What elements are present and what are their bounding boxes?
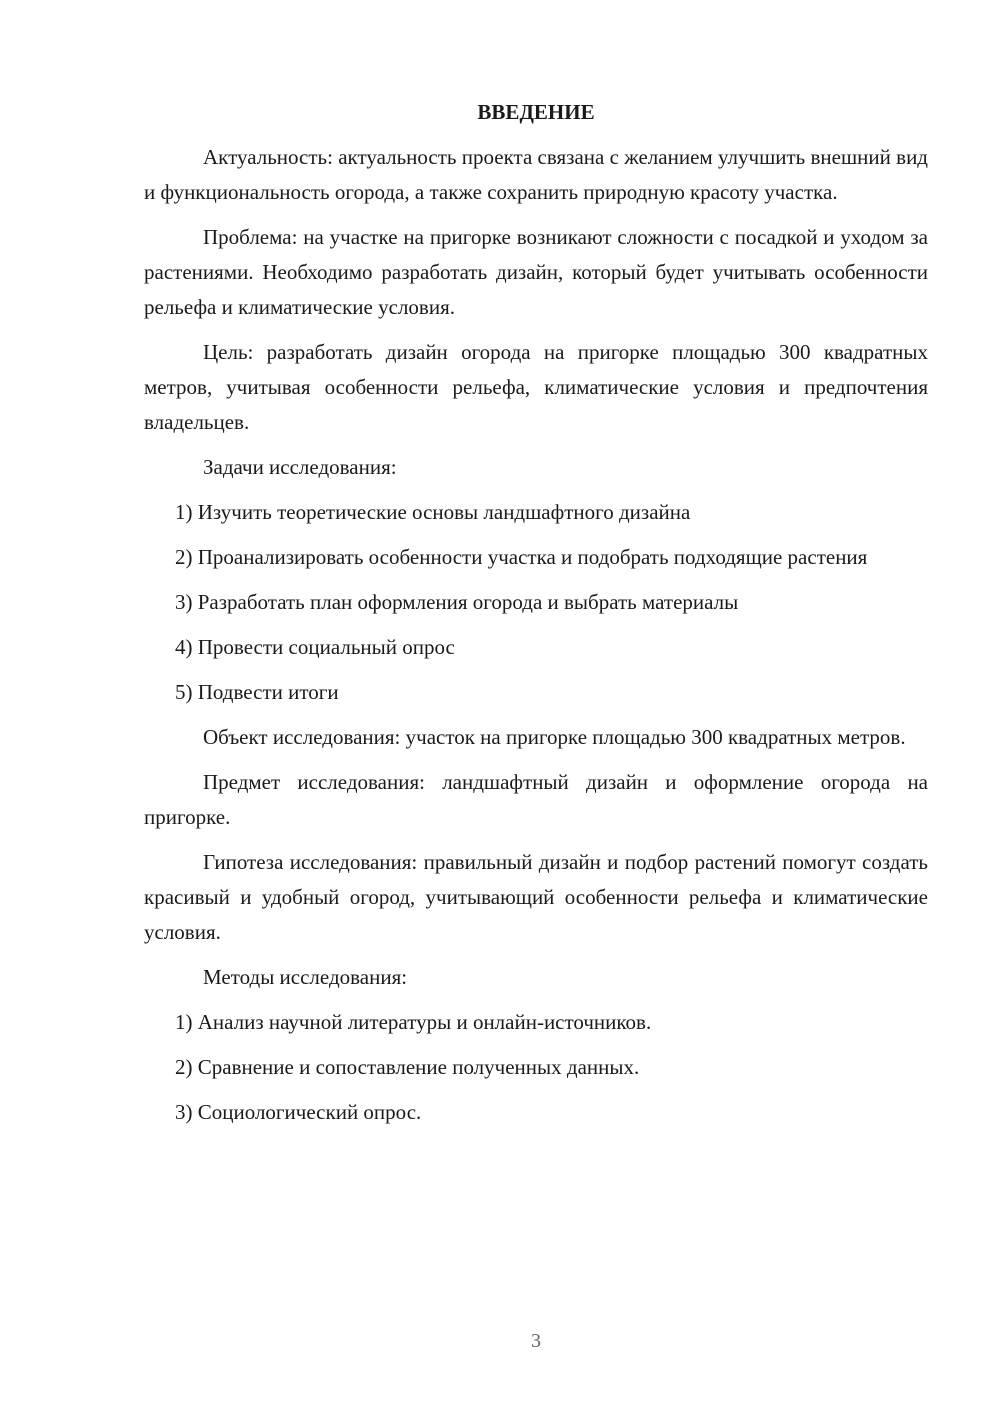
task-item: 5) Подвести итоги [175, 680, 339, 704]
goal-paragraph: Цель: разработать дизайн огорода на пригорке площадью 300 квадратных метров, учитывая особенности рельефа, климатические условия и предпочтения владельцев. [144, 340, 928, 434]
methods-heading: Методы исследования: [203, 965, 408, 989]
method-item: 3) Социологический опрос. [175, 1100, 422, 1124]
page-title: ВВЕДЕНИЕ [477, 100, 595, 124]
document-page [144, 95, 928, 1140]
object-paragraph: Объект исследования: участок на пригорке площадью 300 квадратных метров. [203, 725, 906, 749]
page-number: 3 [531, 1330, 541, 1352]
task-item: 2) Проанализировать особенности участка и подобрать подходящие растения [175, 545, 868, 569]
task-item: 3) Разработать план оформления огорода и выбрать материалы [175, 590, 739, 614]
tasks-heading: Задачи исследования: [203, 455, 397, 479]
subject-paragraph: Предмет исследования: ландшафтный дизайн и оформление огорода на пригорке. [144, 770, 928, 829]
task-item: 4) Провести социальный опрос [175, 635, 455, 659]
task-item: 1) Изучить теоретические основы ландшафтного дизайна [175, 500, 691, 524]
problem-paragraph: Проблема: на участке на пригорке возникают сложности с посадкой и уходом за растениями. Необходимо разработать дизайн, который будет учитывать особенности рельефа и климатические условия. [144, 225, 928, 319]
hypothesis-paragraph: Гипотеза исследования: правильный дизайн и подбор растений помогут создать красивый и удобный огород, учитывающий особенности рельефа и климатические условия. [144, 850, 928, 944]
method-item: 1) Анализ научной литературы и онлайн-источников. [175, 1010, 652, 1034]
relevance-paragraph: Актуальность: актуальность проекта связана с желанием улучшить внешний вид и функциональность огорода, а также сохранить природную красоту участка. [144, 145, 928, 204]
method-item: 2) Сравнение и сопоставление полученных данных. [175, 1055, 640, 1079]
